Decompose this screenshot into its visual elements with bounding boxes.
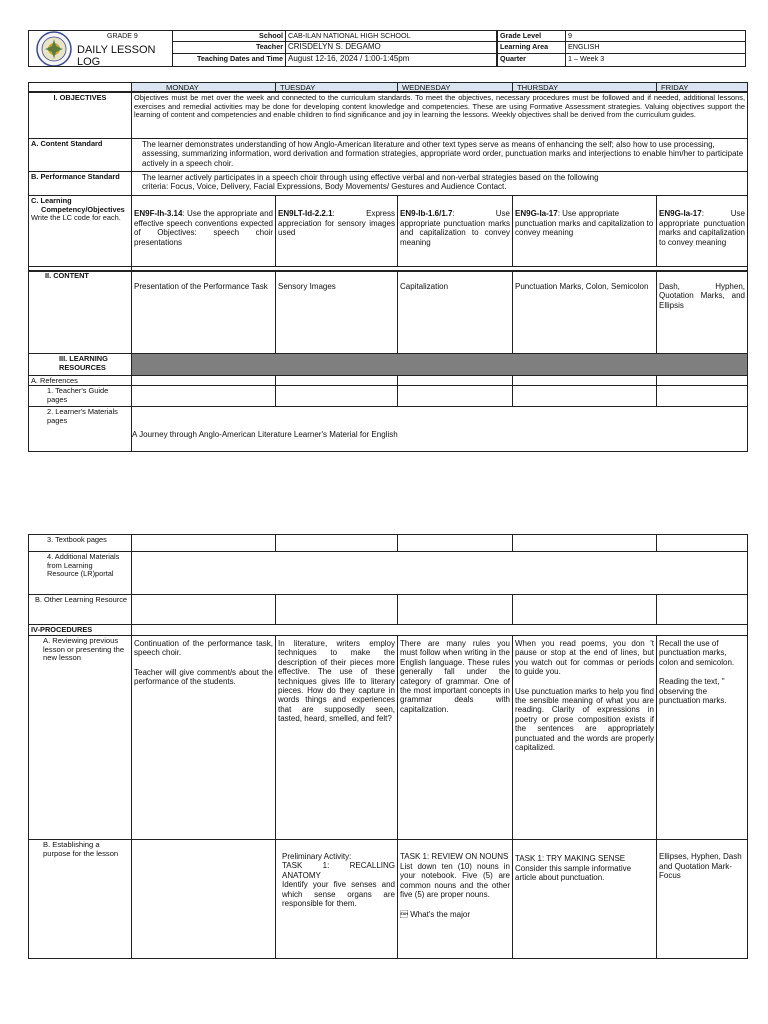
day-header-blank (28, 82, 132, 92)
additional-materials-label: 4. Additional Materials from Learning Resource (LR)portal (28, 551, 132, 595)
other-friday (656, 594, 748, 625)
procedure-a-monday (131, 635, 276, 840)
day-header-monday: MONDAY (131, 82, 276, 92)
tg-tuesday (275, 385, 398, 407)
other-resources-label: B. Other Learning Resource (28, 594, 132, 625)
grade-level-label: Grade Level (497, 30, 566, 42)
other-wednesday (397, 594, 513, 625)
procedure-a-friday (656, 635, 748, 840)
day-header-thursday: THURSDAY (512, 82, 657, 92)
procedure-b-thursday-task: TASK 1: TRY MAKING SENSE (515, 854, 626, 863)
competency-monday (131, 195, 276, 267)
learning-resources-shade (131, 353, 748, 376)
procedure-a-wednesday: There are many rules you must follow when writing in the English language. These rules generally fall under the category of grammar. One of the most important concepts in grammar deals with capitalization. (397, 635, 513, 840)
competency-label-line2: Competency/Objectives (41, 204, 125, 214)
grade-label: GRADE 9 (107, 33, 138, 40)
performance-standard-text: The learner actively participates in a speech choir through using effective verbal and non-verbal strategies based on the following criteria: Focus, Voice, Delivery, Facial Expressions, Body Movements/ Gestures and Audience Contact. (131, 171, 748, 196)
competency-friday (656, 195, 748, 267)
procedure-b-friday: Ellipses, Hyphen, Dash and Quotation Mark- Focus (656, 839, 748, 959)
day-header-friday: FRIDAY (656, 82, 748, 92)
day-header-wednesday: WEDNESDAY (397, 82, 513, 92)
quarter-value: 1 – Week 3 (565, 53, 746, 67)
procedure-b-tuesday (275, 839, 398, 959)
procedure-b-monday (131, 839, 276, 959)
procedure-b-thursday (512, 839, 657, 959)
tg-friday (656, 385, 748, 407)
competency-text: : Express appreciation for sensory images used (278, 209, 395, 238)
competency-code: EN9F-Ih-3.14 (134, 209, 183, 218)
competency-code: EN9G-Ia-17 (659, 209, 702, 218)
textbook-tuesday (275, 534, 398, 552)
textbook-monday (131, 534, 276, 552)
procedure-a-friday-text: Recall the use of punctuation marks, colon and semicolon. (659, 639, 735, 667)
competency-text: : Use appropriate punctuation marks and capitalization to convey meaning (400, 209, 510, 247)
learners-materials-text: A Journey through Anglo-American Literature Learner's Material for English (131, 406, 748, 452)
day-header-tuesday: TUESDAY (275, 82, 398, 92)
tg-wednesday (397, 385, 513, 407)
competency-tuesday (275, 195, 398, 267)
objectives-text: Objectives must be met over the week and connected to the curriculum standards. To meet the objectives, necessary procedures must be followed and if needed, additional lessons, exercises and remedial activities may be done for developing content knowledge and competencies. These are using Formative Assessment strategies. Valuing objectives support the learning of content and competencies and enable children to find significance and joy in learning the lessons. Weekly objectives shall be derived from the curriculum guides. (131, 92, 748, 139)
performance-standard-label: B. Performance Standard (28, 171, 132, 196)
document-title: DAILY LESSON LOG (77, 44, 156, 67)
procedure-b-label: B. Establishing a purpose for the lesson (28, 839, 132, 959)
content-label: II. CONTENT (28, 270, 132, 354)
textbook-thursday (512, 534, 657, 552)
learning-area-value: ENGLISH (565, 41, 746, 54)
content-standard-label: A. Content Standard (28, 138, 132, 172)
competency-label-line1: C. Learning (31, 196, 72, 205)
procedure-b-wednesday-text: List down ten (10) nouns in your notebook. Five (5) are common nouns and the other five (5) are proper nouns. (400, 861, 510, 900)
other-thursday (512, 594, 657, 625)
competency-label-line3: Write the LC code for each. (31, 213, 121, 223)
competency-thursday (512, 195, 657, 267)
dates-value: August 12-16, 2024 / 1:00-1:45pm (285, 53, 497, 67)
competency-wednesday (397, 195, 513, 267)
procedure-b-tuesday-task: TASK 1: RECALLING ANATOMY (282, 861, 395, 880)
teacher-label: Teacher (172, 41, 286, 54)
learning-resources-label: III. LEARNING RESOURCES (28, 353, 132, 376)
procedure-a-friday-text2: Reading the text, " observing the punctuation marks. (659, 677, 727, 706)
competency-text: : Use the appropriate and effective speech conventions expected of Objectives: speech choir presentations (134, 209, 273, 247)
content-friday: Dash, Hyphen, Quotation Marks, and Ellipsis (656, 270, 748, 354)
procedure-a-thursday-text2: Use punctuation marks to help you find the sensible meaning of what you are reading. Clarity of expressions in poetry or prose composition exists if the sentences are appropriately punctuated and the words are properly capitalized. (515, 686, 654, 753)
content-standard-text: The learner demonstrates understanding of how Anglo-American literature and other text types serve as means of enhancing the self; also how to use processing, assessing, summarizing information, word derivation and formation strategies, appropriate word order, punctuation marks and interjections to enable him/her to participate actively in a speech choir. (131, 138, 748, 172)
learning-area-label: Learning Area (497, 41, 566, 54)
learners-materials-label: 2. Learner's Materials pages (28, 406, 132, 452)
additional-materials-cell (131, 551, 748, 595)
school-value: CAB-ILAN NATIONAL HIGH SCHOOL (285, 30, 497, 42)
competency-text: : Use appropriate punctuation marks and capitalization to convey meaning (515, 209, 654, 238)
tg-monday (131, 385, 276, 407)
competency-label (28, 195, 132, 267)
dates-label: Teaching Dates and Time (172, 53, 286, 67)
procedure-a-monday-text: Continuation of the performance task, speech choir. (134, 639, 273, 658)
procedure-a-thursday-text: When you read poems, you don 't pause or stop at the end of lines, but you watch out for commas or periods to guide you. (515, 639, 654, 677)
references-label: A. References (28, 375, 132, 386)
competency-code: EN9G-Ia-17 (515, 209, 558, 218)
content-thursday: Punctuation Marks, Colon, Semicolon (512, 270, 657, 354)
content-wednesday: Capitalization (397, 270, 513, 354)
content-monday: Presentation of the Performance Task (131, 270, 276, 354)
tg-thursday (512, 385, 657, 407)
objectives-label: I. OBJECTIVES (28, 92, 132, 139)
other-tuesday (275, 594, 398, 625)
procedure-a-label: A. Reviewing previous lesson or presenting the new lesson (28, 635, 132, 840)
other-monday (131, 594, 276, 625)
procedure-a-monday-text2: Teacher will give comment/s about the performance of the students. (134, 667, 273, 687)
school-label: School (172, 30, 286, 42)
procedure-a-tuesday: In literature, writers employ techniques to make the description of their pieces more effective. The use of these techniques gives life to literary pieces. How do they capture in words things and experiences that are supposedly seen, tasted, heard, smelled, and felt? (275, 635, 398, 840)
grade-level-value: 9 (565, 30, 746, 42)
textbook-pages-label: 3. Textbook pages (28, 534, 132, 552)
content-tuesday: Sensory Images (275, 270, 398, 354)
teacher-value: CRISDELYN S. DEGAMO (285, 41, 497, 54)
competency-code: EN9LT-Id-2.2.1 (278, 209, 333, 218)
procedure-b-tuesday-heading: Preliminary Activity: (282, 852, 352, 861)
textbook-friday (656, 534, 748, 552)
teachers-guide-label: 1. Teacher's Guide pages (28, 385, 132, 407)
procedure-a-thursday (512, 635, 657, 840)
procedure-b-wednesday (397, 839, 513, 959)
competency-code: EN9-Ib-1.6/1.7 (400, 209, 453, 218)
header-title-box (28, 30, 172, 67)
procedure-b-tuesday-text: Identify your five senses and which sense organs are responsible for them. (282, 880, 395, 909)
procedure-b-wednesday-question:  What's the major (400, 909, 470, 919)
quarter-label: Quarter (497, 53, 566, 67)
competency-text: : Use appropriate punctuation marks and capitalization to convey meaning (659, 209, 745, 247)
textbook-wednesday (397, 534, 513, 552)
procedure-b-thursday-text: Consider this sample informative article about punctuation. (515, 863, 632, 883)
procedure-b-wednesday-task: TASK 1: REVIEW ON NOUNS (400, 852, 509, 861)
procedures-label: IV-PROCEDURES (28, 624, 132, 636)
